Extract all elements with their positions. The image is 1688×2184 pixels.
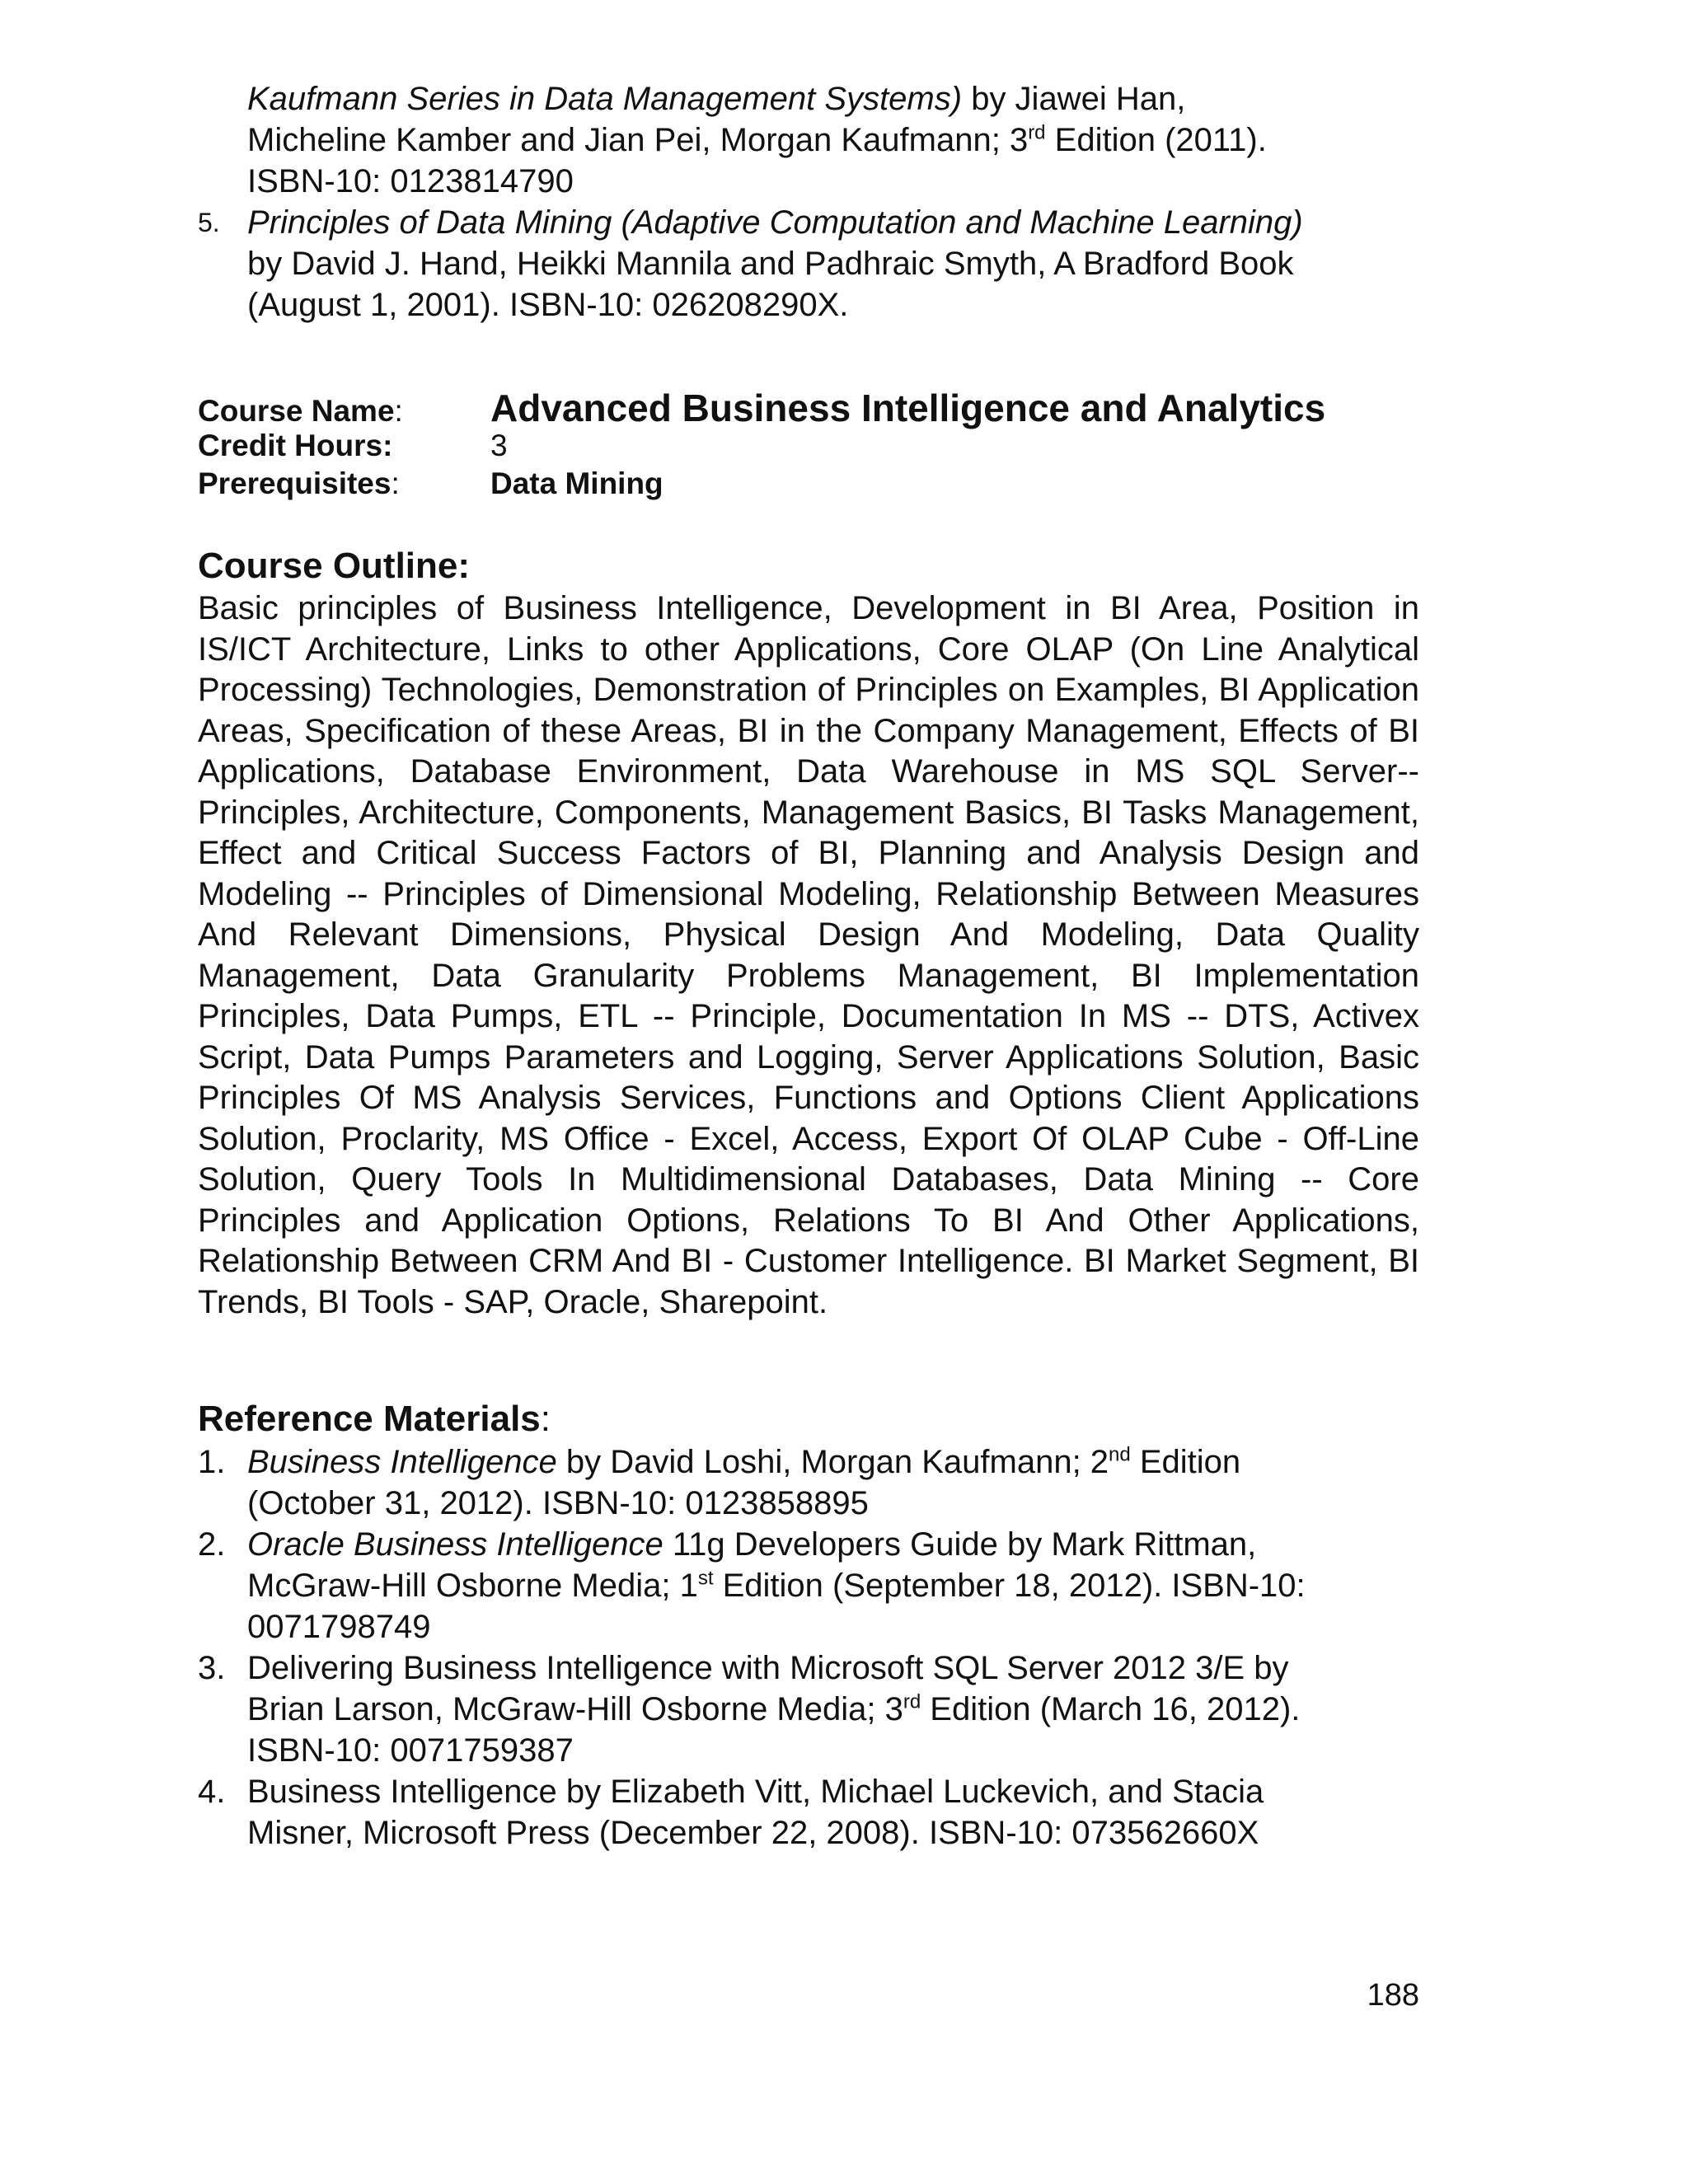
credit-hours-row	[198, 425, 1451, 463]
reference-isbn: 0071798749	[247, 1609, 431, 1645]
course-outline-heading: Course Outline:	[198, 546, 471, 586]
reference-text: Micheline Kamber and Jian Pei, Morgan Kaufmann; 3	[247, 122, 1029, 158]
superscript: st	[697, 1567, 714, 1590]
course-outline	[198, 544, 1419, 1323]
reference-number: 1.	[198, 1444, 226, 1480]
reference-isbn: ISBN-10: 0123814790	[247, 163, 574, 199]
reference-text: Edition (2011).	[1045, 122, 1267, 158]
credit-hours-value: 3	[490, 429, 508, 462]
course-outline-text: Basic principles of Business Intelligence, Development in BI Area, Position in IS/ICT Architecture, Links to other Applications, Core OLAP (On Line Analytical Processing) Technologies, Demonstration of Principles on Examples, BI Application Areas, Specification of these Areas, BI in the Company Management, Effects of BI Applications, Database Environment, Data Warehouse in MS SQL Server-- Principles, Architecture, Components, Management Basics, BI Tasks Management, Effect and Critical Success Factors of BI, Planning and Analysis Design and Modeling -- Principles of Dimensional Modeling, Relationship Between Measures And Relevant Dimensions, Physical Design And Modeling, Data Quality Management, Data Granularity Problems Management, BI Implementation Principles, Data Pumps, ETL -- Principle, Documentation In MS -- DTS, Activex Script, Data Pumps Parameters and Logging, Server Applications Solution, Basic Principles Of MS Analysis Services, Functions and Options Client Applications Solution, Proclarity, MS Office - Excel, Access, Export Of OLAP Cube - Off-Line Solution, Query Tools In Multidimensional Databases, Data Mining -- Core Principles and Application Options, Relations To BI And Other Applications, Relationship Between CRM And BI - Customer Intelligence. BI Market Segment, BI Trends, BI Tools - SAP, Oracle, Sharepoint.	[198, 590, 1419, 1320]
superscript: rd	[903, 1690, 921, 1713]
reference-text: (October 31, 2012). ISBN-10: 0123858895	[247, 1485, 869, 1521]
reference-number: 2.	[198, 1526, 226, 1563]
reference-number: 5.	[198, 208, 220, 237]
prerequisites-row	[198, 463, 1451, 501]
reference-text: by David Loshi, Morgan Kaufmann; 2	[556, 1444, 1109, 1480]
page-number: 188	[1367, 1978, 1419, 2013]
reference-item-5	[198, 202, 1451, 326]
course-name-row	[198, 387, 1451, 429]
reference-item-1	[198, 1441, 1451, 1524]
reference-materials-heading: Reference Materials:	[198, 1399, 551, 1439]
reference-number: 4.	[198, 1774, 226, 1810]
reference-text: 11g Developers Guide by Mark Rittman,	[663, 1526, 1257, 1563]
reference-text: Business Intelligence by Elizabeth Vitt, Michael Luckevich, and Stacia	[247, 1774, 1264, 1810]
reference-line	[247, 120, 1451, 161]
reference-text: Brian Larson, McGraw-Hill Osborne Media; 3	[247, 1691, 903, 1727]
reference-number: 3.	[198, 1650, 226, 1686]
reference-text: by David J. Hand, Heikki Mannila and Padhraic Smyth, A Bradford Book	[247, 246, 1294, 282]
reference-text: by Jiawei Han,	[962, 81, 1186, 117]
reference-item-2	[198, 1524, 1451, 1647]
reference-line	[247, 1524, 1451, 1565]
prerequisites-label: Prerequisites:	[198, 466, 400, 500]
reference-line	[247, 1689, 1451, 1730]
reference-line	[247, 78, 1451, 120]
reference-isbn: ISBN-10: 0071759387	[247, 1732, 574, 1769]
reference-text: Edition	[1130, 1444, 1241, 1480]
course-metadata	[198, 387, 1451, 501]
reference-item-4-continued	[198, 78, 1451, 202]
reference-title: Business Intelligence	[247, 1444, 557, 1480]
reference-title: Oracle Business Intelligence	[247, 1526, 663, 1563]
reference-text: Delivering Business Intelligence with Microsoft SQL Server 2012 3/E by	[247, 1650, 1289, 1686]
reference-text: (August 1, 2001). ISBN-10: 026208290X.	[247, 287, 849, 323]
reference-title: Principles of Data Mining (Adaptive Computation and Machine Learning)	[247, 204, 1303, 241]
reference-text: Edition (September 18, 2012). ISBN-10:	[713, 1568, 1306, 1604]
superscript: nd	[1109, 1443, 1131, 1466]
reference-text: Misner, Microsoft Press (December 22, 2008). ISBN-10: 073562660X	[247, 1815, 1259, 1851]
course-name-value: Advanced Business Intelligence and Analytics	[490, 387, 1326, 429]
reference-title: Kaufmann Series in Data Management Systems)	[247, 81, 963, 117]
course-name-label: Course Name:	[198, 394, 403, 428]
superscript: rd	[1028, 121, 1046, 144]
reference-item-3	[198, 1647, 1451, 1771]
prerequisites-value: Data Mining	[490, 466, 663, 500]
reference-item-4	[198, 1771, 1451, 1854]
reference-materials	[198, 1397, 1451, 1854]
credit-hours-label: Credit Hours:	[198, 429, 393, 462]
reference-line	[247, 1565, 1451, 1606]
reference-text: McGraw-Hill Osborne Media; 1	[247, 1568, 698, 1604]
previous-references	[198, 78, 1451, 326]
reference-line	[247, 1441, 1451, 1483]
reference-text: Edition (March 16, 2012).	[921, 1691, 1301, 1727]
